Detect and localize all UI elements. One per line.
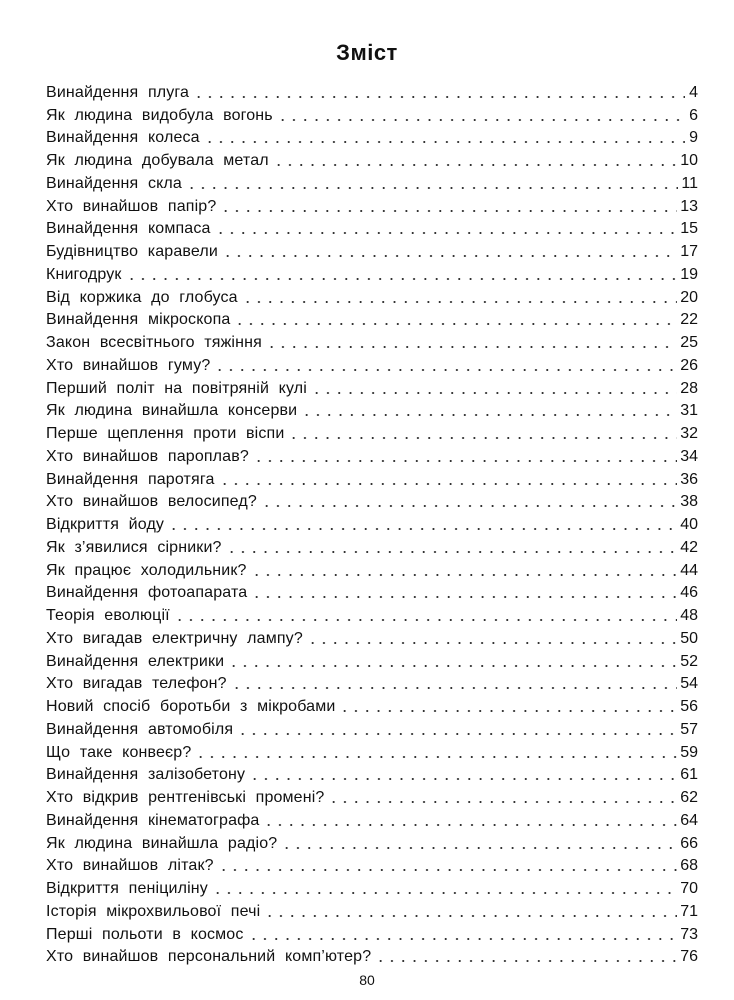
toc-entry-page: 46 (680, 584, 698, 602)
toc-entry-title: Винайдення електрики (46, 652, 225, 670)
toc-entry-page: 4 (689, 83, 698, 101)
toc-entry (46, 79, 698, 102)
toc-entry-page: 20 (680, 288, 698, 306)
dot-leader (204, 129, 685, 144)
toc-entry-page: 54 (680, 675, 698, 693)
toc-entry-title: Винайдення кінематографа (46, 811, 260, 829)
toc-entry-title: Винайдення колеса (46, 129, 200, 147)
toc-entry (46, 466, 698, 489)
dot-leader (339, 698, 677, 713)
toc-entry (46, 693, 698, 716)
toc-entry-page: 44 (680, 561, 698, 579)
dot-leader (174, 607, 677, 622)
dot-leader (195, 744, 677, 759)
toc-entry-title: Хто винайшов пароплав? (46, 447, 249, 465)
toc-entry-title: Хто винайшов папір? (46, 197, 217, 215)
dot-leader (264, 903, 677, 918)
toc-entry-title: Як людина видобула вогонь (46, 106, 273, 124)
toc-entry-page: 42 (680, 538, 698, 556)
toc-entry (46, 580, 698, 603)
toc-entry-title: Хто вигадав електричну лампу? (46, 629, 303, 647)
toc-entry-page: 32 (680, 425, 698, 442)
page-number: 80 (359, 972, 375, 988)
toc-entry (46, 511, 698, 534)
toc-entry-title: Як людина винайшла консерви (46, 402, 298, 420)
page-title: Зміст (336, 40, 398, 65)
toc-entry-page: 61 (680, 766, 698, 784)
toc-entry-title: Від коржика до глобуса (46, 288, 238, 306)
dot-leader (307, 630, 677, 645)
dot-leader (226, 539, 678, 554)
dot-leader (222, 243, 677, 258)
toc-entry (46, 307, 698, 330)
toc-entry (46, 557, 698, 580)
toc-entry-title: Винайдення скла (46, 174, 182, 192)
toc-entry (46, 739, 698, 762)
toc-entry-page: 62 (680, 789, 698, 806)
toc-entry (46, 784, 698, 807)
toc-entry (46, 489, 698, 512)
toc-entry (46, 375, 698, 398)
dot-leader (214, 357, 677, 372)
toc-entry-page: 22 (680, 311, 698, 329)
toc-entry-page: 13 (680, 197, 698, 215)
toc-entry-page: 48 (680, 607, 698, 624)
dot-leader (248, 926, 678, 941)
dot-leader (215, 220, 678, 235)
toc-entry (46, 602, 698, 625)
toc-entry-page: 6 (689, 106, 698, 124)
toc-entry (46, 193, 698, 216)
toc-entry-title: Теорія еволюції (46, 607, 170, 624)
toc-entry-title: Як людина винайшла радіо? (46, 834, 278, 852)
toc-entry-title: Як людина добувала метал (46, 152, 269, 169)
toc-entry (46, 807, 698, 830)
dot-leader (220, 198, 677, 213)
toc-entry-page: 76 (680, 948, 698, 966)
toc-entry-page: 38 (680, 493, 698, 511)
dot-leader (234, 311, 677, 326)
toc-entry (46, 625, 698, 648)
toc-entry-page: 50 (680, 629, 698, 647)
dot-leader (375, 948, 677, 963)
toc-entry (46, 898, 698, 921)
toc-entry-page: 66 (680, 834, 698, 852)
dot-leader (168, 516, 677, 531)
toc-entry-title: Книгодрук (46, 265, 122, 283)
toc-entry (46, 147, 698, 170)
table-of-contents (46, 79, 698, 966)
dot-leader (288, 425, 677, 440)
dot-leader (277, 107, 685, 122)
dot-leader (193, 84, 685, 99)
dot-leader (301, 402, 677, 417)
toc-entry (46, 261, 698, 284)
dot-leader (249, 766, 677, 781)
toc-entry-title: Хто вигадав телефон? (46, 675, 227, 693)
toc-entry-title: Як з’явилися сірники? (46, 538, 222, 556)
dot-leader (311, 380, 677, 395)
toc-entry (46, 420, 698, 443)
dot-leader (253, 448, 677, 463)
dot-leader (231, 675, 677, 690)
dot-leader (218, 857, 678, 872)
toc-entry-title: Що таке конвеєр? (46, 743, 192, 761)
dot-leader (251, 584, 677, 599)
toc-entry (46, 102, 698, 125)
toc-entry-page: 28 (680, 379, 698, 397)
dot-leader (126, 266, 678, 281)
dot-leader (273, 152, 677, 167)
toc-entry-page: 64 (680, 811, 698, 829)
dot-leader (266, 334, 677, 349)
toc-entry-title: Винайдення компаса (46, 220, 211, 238)
toc-entry (46, 534, 698, 557)
toc-entry-title: Винайдення плуга (46, 83, 190, 101)
toc-entry-title: Відкриття пеніциліну (46, 880, 208, 897)
toc-entry-title: Історія мікрохвильової печі (46, 902, 261, 920)
toc-entry-title: Хто винайшов велосипед? (46, 493, 257, 511)
toc-entry-title: Винайдення автомобіля (46, 720, 234, 738)
toc-entry (46, 443, 698, 466)
toc-entry (46, 944, 698, 967)
toc-entry (46, 762, 698, 785)
toc-entry-page: 70 (680, 880, 698, 897)
toc-entry (46, 352, 698, 375)
dot-leader (242, 289, 677, 304)
toc-entry-page: 11 (681, 174, 698, 192)
toc-entry-page: 68 (680, 857, 698, 875)
toc-entry-page: 10 (680, 152, 698, 169)
toc-entry-page: 17 (680, 243, 698, 260)
toc-entry (46, 284, 698, 307)
toc-entry (46, 170, 698, 193)
toc-entry (46, 329, 698, 352)
dot-leader (228, 653, 677, 668)
toc-entry-title: Винайдення мікроскопа (46, 311, 231, 329)
toc-entry-page: 34 (680, 447, 698, 465)
toc-entry-page: 57 (680, 720, 698, 738)
toc-entry (46, 238, 698, 261)
toc-entry (46, 716, 698, 739)
toc-entry (46, 648, 698, 671)
toc-entry-title: Винайдення фотоапарата (46, 584, 248, 602)
dot-leader (328, 789, 677, 804)
toc-entry-page: 73 (680, 925, 698, 943)
dot-leader (237, 721, 677, 736)
dot-leader (263, 812, 677, 827)
toc-entry-title: Перший політ на повітряній кулі (46, 379, 307, 397)
toc-entry-page: 59 (680, 743, 698, 761)
toc-entry-title: Хто винайшов персональний комп’ютер? (46, 948, 372, 966)
toc-entry-title: Закон всесвітнього тяжіння (46, 334, 262, 351)
toc-entry-page: 56 (680, 698, 698, 715)
toc-entry (46, 853, 698, 876)
toc-entry (46, 830, 698, 853)
dot-leader (261, 493, 677, 508)
toc-entry-page: 36 (680, 470, 698, 488)
dot-leader (281, 835, 677, 850)
toc-entry (46, 216, 698, 239)
toc-entry-page: 71 (680, 902, 698, 920)
toc-entry-page: 9 (689, 129, 698, 147)
toc-entry-title: Будівництво каравели (46, 243, 218, 260)
toc-entry-page: 31 (680, 402, 698, 420)
toc-entry-page: 19 (680, 265, 698, 283)
toc-entry-title: Перше щеплення проти віспи (46, 425, 285, 442)
toc-entry-title: Перші польоти в космос (46, 925, 244, 943)
toc-entry-page: 15 (680, 220, 698, 238)
toc-entry (46, 398, 698, 421)
toc-entry (46, 921, 698, 944)
dot-leader (219, 471, 678, 486)
toc-entry-title: Відкриття йоду (46, 516, 165, 533)
toc-entry-title: Винайдення залізобетону (46, 766, 246, 784)
toc-entry-title: Хто відкрив рентгенівські промені? (46, 789, 325, 806)
toc-entry-title: Хто винайшов гуму? (46, 356, 211, 374)
toc-entry-page: 25 (680, 334, 698, 351)
toc-entry-title: Як працює холодильник? (46, 561, 247, 579)
dot-leader (186, 175, 678, 190)
toc-entry-page: 52 (680, 652, 698, 670)
toc-entry (46, 125, 698, 148)
toc-entry-page: 26 (680, 356, 698, 374)
dot-leader (212, 880, 677, 895)
toc-entry (46, 875, 698, 898)
toc-entry (46, 671, 698, 694)
toc-entry-title: Новий спосіб боротьби з мікробами (46, 698, 336, 715)
dot-leader (251, 562, 678, 577)
toc-entry-page: 40 (680, 516, 698, 533)
toc-entry-title: Винайдення паротяга (46, 470, 215, 488)
toc-entry-title: Хто винайшов літак? (46, 857, 214, 875)
